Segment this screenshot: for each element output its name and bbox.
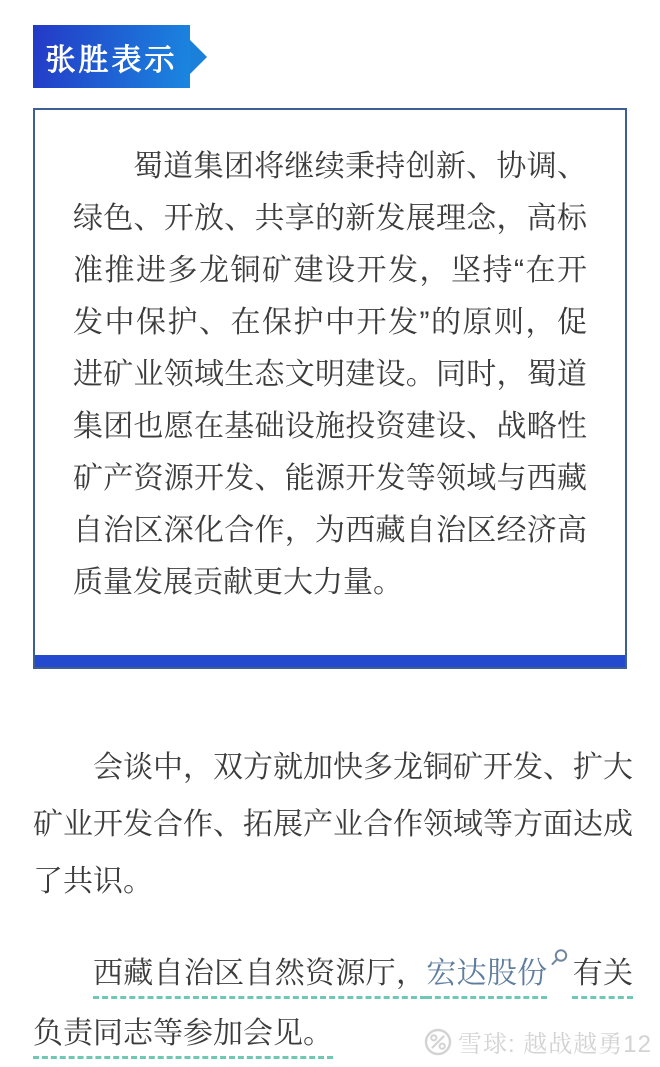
speaker-badge [33, 25, 190, 88]
watermark-text: 雪球: 越战越勇12 [457, 1031, 652, 1058]
attendees-text-before-link: 西藏自治区自然资源厅， [93, 957, 427, 990]
speaker-badge-label: 张胜表示 [45, 43, 178, 77]
watermark [424, 1024, 652, 1059]
quote-box-bottom-bar [35, 655, 625, 667]
badge-arrow-icon [190, 40, 207, 74]
quote-text: 蜀道集团将继续秉持创新、协调、绿色、开放、共享的新发展理念，高标准推进多龙铜矿建设开发，坚持“在开发中保护、在保护中开发”的原则，促进矿业领域生态文明建设。同时，蜀道集团也愿在基础设施投资建设、战略性矿产资源开发、能源开发等领域与西藏自治区深化合作，为西藏自治区经济高质量发展贡献更大力量。 [73, 150, 587, 599]
quote-box [33, 108, 627, 669]
stock-link-hongda[interactable]: 宏达股份 [426, 957, 548, 990]
attendees-text-after-link: 有关负责同志等参加会见。 [33, 957, 634, 1050]
paragraph-consensus: 会谈中，双方就加快多龙铜矿开发、扩大矿业开发合作、拓展产业合作领域等方面达成了共识。 [33, 751, 633, 898]
xueqiu-logo-icon [424, 1028, 452, 1056]
search-icon[interactable] [548, 947, 570, 969]
